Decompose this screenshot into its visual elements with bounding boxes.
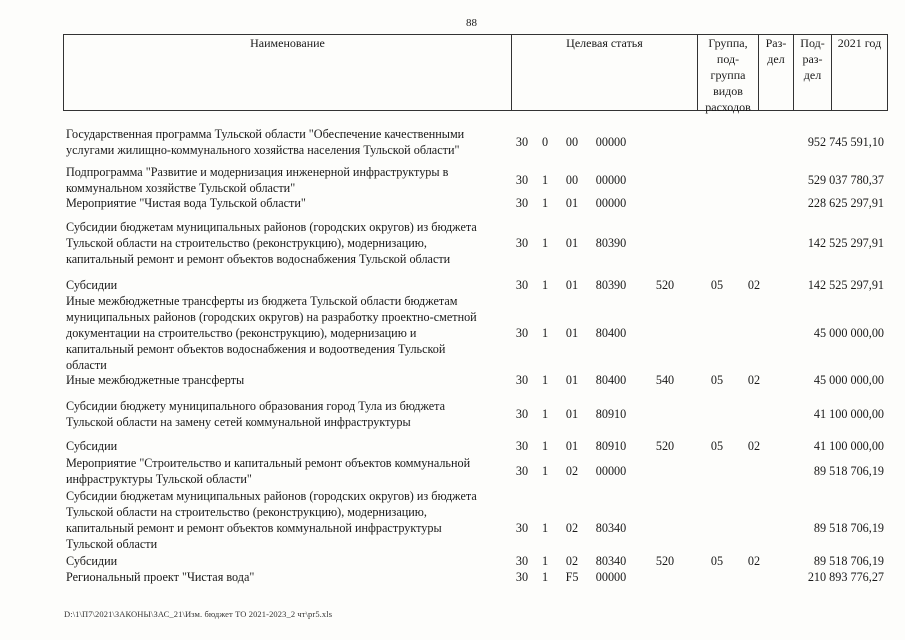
row-name-line: Субсидии бюджету муниципального образования город Тула из бюджета bbox=[66, 399, 446, 413]
target-code-measure: 02 bbox=[565, 464, 579, 478]
row-name bbox=[66, 488, 511, 552]
row-name-line: документации на строительство (реконструкцию), модернизацию и bbox=[66, 326, 417, 340]
row-name bbox=[66, 293, 511, 373]
row-name bbox=[66, 195, 511, 211]
row-name-line: Региональный проект "Чистая вода" bbox=[66, 570, 255, 584]
target-code-measure: 00 bbox=[565, 135, 579, 149]
amount-2021: 41 100 000,00 bbox=[813, 407, 884, 421]
row-name-line: Мероприятие "Строительство и капитальный ремонт объектов коммунальной bbox=[66, 456, 471, 470]
target-code-measure: 01 bbox=[565, 373, 579, 387]
row-name bbox=[66, 219, 511, 267]
row-name bbox=[66, 398, 511, 430]
row-name-line: Тульской области на строительство (реконструкцию), модернизацию, bbox=[66, 505, 427, 519]
row-name-line: Иные межбюджетные трансферты bbox=[66, 373, 245, 387]
amount-2021: 89 518 706,19 bbox=[813, 521, 884, 535]
amount-2021: 41 100 000,00 bbox=[813, 439, 884, 453]
target-code-direction: 00000 bbox=[595, 173, 627, 187]
target-code-program: 30 bbox=[515, 196, 529, 210]
row-name-line: Государственная программа Тульской области "Обеспечение качественными bbox=[66, 127, 465, 141]
row-name-line: Субсидии bbox=[66, 439, 118, 453]
target-code-direction: 80400 bbox=[595, 326, 627, 340]
target-code-program: 30 bbox=[515, 173, 529, 187]
target-code-program: 30 bbox=[515, 570, 529, 584]
target-code-subprogram: 1 bbox=[541, 373, 549, 387]
header-subsection: Под- раз- дел bbox=[794, 35, 832, 111]
target-code-measure: 01 bbox=[565, 407, 579, 421]
target-code-subprogram: 1 bbox=[541, 173, 549, 187]
header-target: Целевая статья bbox=[512, 35, 698, 111]
row-name-line: капитальный ремонт и ремонт объектов водоснабжения Тульской области bbox=[66, 252, 451, 266]
target-code-program: 30 bbox=[515, 236, 529, 250]
row-name bbox=[66, 277, 511, 293]
target-code-program: 30 bbox=[515, 135, 529, 149]
target-code-direction: 80390 bbox=[595, 236, 627, 250]
section-code: 05 bbox=[710, 554, 724, 568]
row-name-line: области bbox=[66, 358, 107, 372]
row-name-line: Тульской области bbox=[66, 537, 158, 551]
row-name-line: Подпрограмма "Развитие и модернизация инженерной инфраструктуры в bbox=[66, 165, 449, 179]
target-code-measure: 02 bbox=[565, 521, 579, 535]
target-code-program: 30 bbox=[515, 407, 529, 421]
target-code-subprogram: 1 bbox=[541, 464, 549, 478]
target-code-measure: 02 bbox=[565, 554, 579, 568]
target-code-direction: 00000 bbox=[595, 135, 627, 149]
target-code-subprogram: 0 bbox=[541, 135, 549, 149]
target-code-direction: 80340 bbox=[595, 554, 627, 568]
row-name-line: инфраструктуры Тульской области" bbox=[66, 472, 252, 486]
row-name bbox=[66, 569, 511, 585]
row-name-line: услугами жилищно-коммунального хозяйства населения Тульской области" bbox=[66, 143, 460, 157]
row-name-line: капитальный ремонт объектов водоснабжения и водоотведения Тульской bbox=[66, 342, 446, 356]
target-code-subprogram: 1 bbox=[541, 278, 549, 292]
target-code-program: 30 bbox=[515, 439, 529, 453]
amount-2021: 952 745 591,10 bbox=[807, 135, 884, 149]
amount-2021: 228 625 297,91 bbox=[807, 196, 884, 210]
header-name: Наименование bbox=[64, 35, 512, 111]
file-path-footer: D:\1\П7\2021\ЗАКОНЫ\ЗАС_21\Изм. бюджет ТО 2021-2023_2 чт\pr5.xls bbox=[64, 609, 333, 619]
target-code-program: 30 bbox=[515, 373, 529, 387]
amount-2021: 89 518 706,19 bbox=[813, 464, 884, 478]
amount-2021: 142 525 297,91 bbox=[807, 278, 884, 292]
target-code-subprogram: 1 bbox=[541, 554, 549, 568]
target-code-subprogram: 1 bbox=[541, 407, 549, 421]
target-code-measure: F5 bbox=[565, 570, 579, 584]
target-code-direction: 80390 bbox=[595, 278, 627, 292]
expense-group: 520 bbox=[655, 554, 675, 568]
target-code-measure: 01 bbox=[565, 236, 579, 250]
expense-group: 540 bbox=[655, 373, 675, 387]
target-code-program: 30 bbox=[515, 464, 529, 478]
target-code-direction: 80400 bbox=[595, 373, 627, 387]
header-section: Раз- дел bbox=[759, 35, 794, 111]
subsection-code: 02 bbox=[747, 439, 761, 453]
amount-2021: 142 525 297,91 bbox=[807, 236, 884, 250]
target-code-direction: 00000 bbox=[595, 196, 627, 210]
row-name-line: Субсидии bbox=[66, 278, 118, 292]
row-name-line: Субсидии бюджетам муниципальных районов (городских округов) из бюджета bbox=[66, 489, 477, 503]
target-code-measure: 00 bbox=[565, 173, 579, 187]
target-code-subprogram: 1 bbox=[541, 570, 549, 584]
expense-group: 520 bbox=[655, 439, 675, 453]
header-group: Группа, под- группа видов расходов bbox=[698, 35, 759, 111]
target-code-program: 30 bbox=[515, 521, 529, 535]
table-header bbox=[63, 34, 888, 114]
target-code-subprogram: 1 bbox=[541, 196, 549, 210]
target-code-subprogram: 1 bbox=[541, 521, 549, 535]
amount-2021: 210 893 776,27 bbox=[807, 570, 884, 584]
row-name bbox=[66, 164, 511, 196]
target-code-program: 30 bbox=[515, 554, 529, 568]
section-code: 05 bbox=[710, 439, 724, 453]
expense-group: 520 bbox=[655, 278, 675, 292]
page-number: 88 bbox=[466, 17, 477, 29]
amount-2021: 45 000 000,00 bbox=[813, 326, 884, 340]
target-code-direction: 80910 bbox=[595, 407, 627, 421]
target-code-direction: 80910 bbox=[595, 439, 627, 453]
target-code-direction: 80340 bbox=[595, 521, 627, 535]
row-name-line: Субсидии bbox=[66, 554, 118, 568]
row-name bbox=[66, 372, 511, 388]
target-code-measure: 01 bbox=[565, 326, 579, 340]
row-name-line: Иные межбюджетные трансферты из бюджета Тульской области бюджетам bbox=[66, 294, 458, 308]
target-code-subprogram: 1 bbox=[541, 236, 549, 250]
header-year: 2021 год bbox=[832, 35, 888, 111]
target-code-subprogram: 1 bbox=[541, 439, 549, 453]
target-code-subprogram: 1 bbox=[541, 326, 549, 340]
target-code-program: 30 bbox=[515, 326, 529, 340]
row-name bbox=[66, 553, 511, 569]
target-code-measure: 01 bbox=[565, 196, 579, 210]
section-code: 05 bbox=[710, 278, 724, 292]
subsection-code: 02 bbox=[747, 373, 761, 387]
target-code-direction: 00000 bbox=[595, 570, 627, 584]
row-name-line: Тульской области на строительство (реконструкцию), модернизацию, bbox=[66, 236, 427, 250]
target-code-direction: 00000 bbox=[595, 464, 627, 478]
amount-2021: 45 000 000,00 bbox=[813, 373, 884, 387]
row-name bbox=[66, 126, 511, 158]
row-name-line: муниципальных районов (городских округов) на разработку проектно-сметной bbox=[66, 310, 477, 324]
subsection-code: 02 bbox=[747, 278, 761, 292]
target-code-program: 30 bbox=[515, 278, 529, 292]
target-code-measure: 01 bbox=[565, 439, 579, 453]
row-name bbox=[66, 455, 511, 487]
row-name-line: коммунальном хозяйстве Тульской области" bbox=[66, 181, 296, 195]
row-name-line: Тульской области на замену сетей коммунальной инфраструктуры bbox=[66, 415, 411, 429]
amount-2021: 529 037 780,37 bbox=[807, 173, 884, 187]
row-name-line: капитальный ремонт и ремонт объектов коммунальной инфраструктуры bbox=[66, 521, 442, 535]
row-name-line: Мероприятие "Чистая вода Тульской области" bbox=[66, 196, 306, 210]
row-name-line: Субсидии бюджетам муниципальных районов (городских округов) из бюджета bbox=[66, 220, 477, 234]
row-name bbox=[66, 438, 511, 454]
target-code-measure: 01 bbox=[565, 278, 579, 292]
amount-2021: 89 518 706,19 bbox=[813, 554, 884, 568]
subsection-code: 02 bbox=[747, 554, 761, 568]
section-code: 05 bbox=[710, 373, 724, 387]
